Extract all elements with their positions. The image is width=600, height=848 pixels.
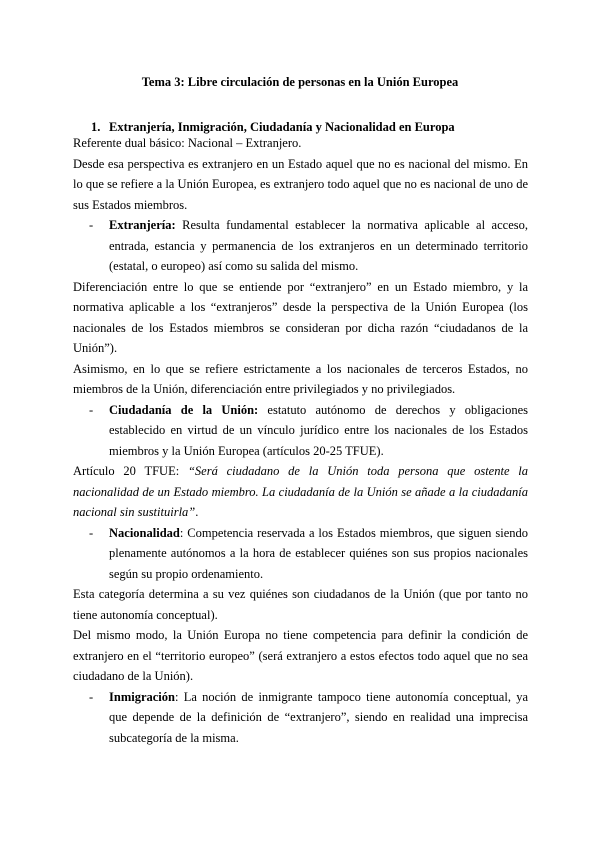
bullet-text: : La noción de inmigrante tampoco tiene autonomía conceptual, ya que depende de la definición de “extranjero”, siendo en realidad una imprecisa subcategoría de la misma. xyxy=(109,689,528,745)
document-body xyxy=(73,133,528,748)
bullet-term: Ciudadanía de la Unión: xyxy=(109,402,259,417)
bullet-term: Inmigración xyxy=(109,689,175,704)
paragraph-perspectiva: Desde esa perspectiva es extranjero en un Estado aquel que no es nacional del mismo. En lo que se refiere a la Unión Europea, es extranjero todo aquel que no es nacional de uno de sus Estados miembros. xyxy=(73,156,528,212)
section-title: Extranjería, Inmigración, Ciudadanía y Nacionalidad en Europa xyxy=(109,120,455,134)
article-suffix: . xyxy=(195,505,199,519)
bullet-text: estatuto autónomo de derechos y obligaciones establecido en virtud de un vínculo jurídico entre los nacionales de los Estados miembros y la Unión Europea (artículos 20-25 TFUE). xyxy=(109,402,528,458)
bullet-term: Extranjería: xyxy=(109,218,176,232)
bullet-inmigracion xyxy=(73,687,528,749)
article-prefix: Artículo 20 TFUE: xyxy=(73,464,188,478)
bullet-dash: - xyxy=(89,525,94,540)
bullet-term: Nacionalidad xyxy=(109,525,180,540)
bullet-text: : Competencia reservada a los Estados miembros, que siguen siendo plenamente autónomos a la hora de establecer quiénes son sus propios nacionales según su propio ordenamiento. xyxy=(109,525,528,581)
bullet-extranjeria xyxy=(73,215,528,277)
bullet-dash: - xyxy=(89,218,94,232)
paragraph-diferenciacion: Diferenciación entre lo que se entiende por “extranjero” en un Estado miembro, y la normativa aplicable a los “extranjeros” desde la perspectiva de la Unión Europea (los nacionales de los Estados miembros se consideran por dicha razón “ciudadanos de la Unión”). xyxy=(73,279,528,355)
section-number: 1. xyxy=(91,120,101,134)
bullet-text: Resulta fundamental establecer la normativa aplicable al acceso, entrada, estancia y permanencia de los extranjeros en un determinado territorio (estatal, o europeo) así como su salida del mismo. xyxy=(109,218,528,273)
paragraph-asimismo: Asimismo, en lo que se refiere estrictamente a los nacionales de terceros Estados, no miembros de la Unión, diferenciación entre privilegiados y no privilegiados. xyxy=(73,361,528,396)
bullet-nacionalidad xyxy=(73,523,528,585)
paragraph-categoria: Esta categoría determina a su vez quiénes son ciudadanos de la Unión (que por tanto no tiene autonomía conceptual). xyxy=(73,587,528,622)
bullet-dash: - xyxy=(89,402,94,417)
paragraph-del-mismo-modo: Del mismo modo, la Unión Europa no tiene competencia para definir la condición de extranjero en el “territorio europeo” (será extranjero a estos efectos todo aquel que no sea ciudadano de la Unión). xyxy=(73,628,528,683)
bullet-ciudadania xyxy=(73,400,528,462)
page-title: Tema 3: Libre circulación de personas en la Unión Europea xyxy=(141,75,459,89)
bullet-dash: - xyxy=(89,689,94,704)
paragraph-referente: Referente dual básico: Nacional – Extranjero. xyxy=(73,136,302,150)
article-quote: “Será ciudadano de la Unión toda persona que ostente la nacionalidad de un Estado miembro. La ciudadanía de la Unión se añade a la ciudadanía nacional sin sustituirla” xyxy=(73,464,528,519)
paragraph-articulo-20 xyxy=(73,461,528,523)
